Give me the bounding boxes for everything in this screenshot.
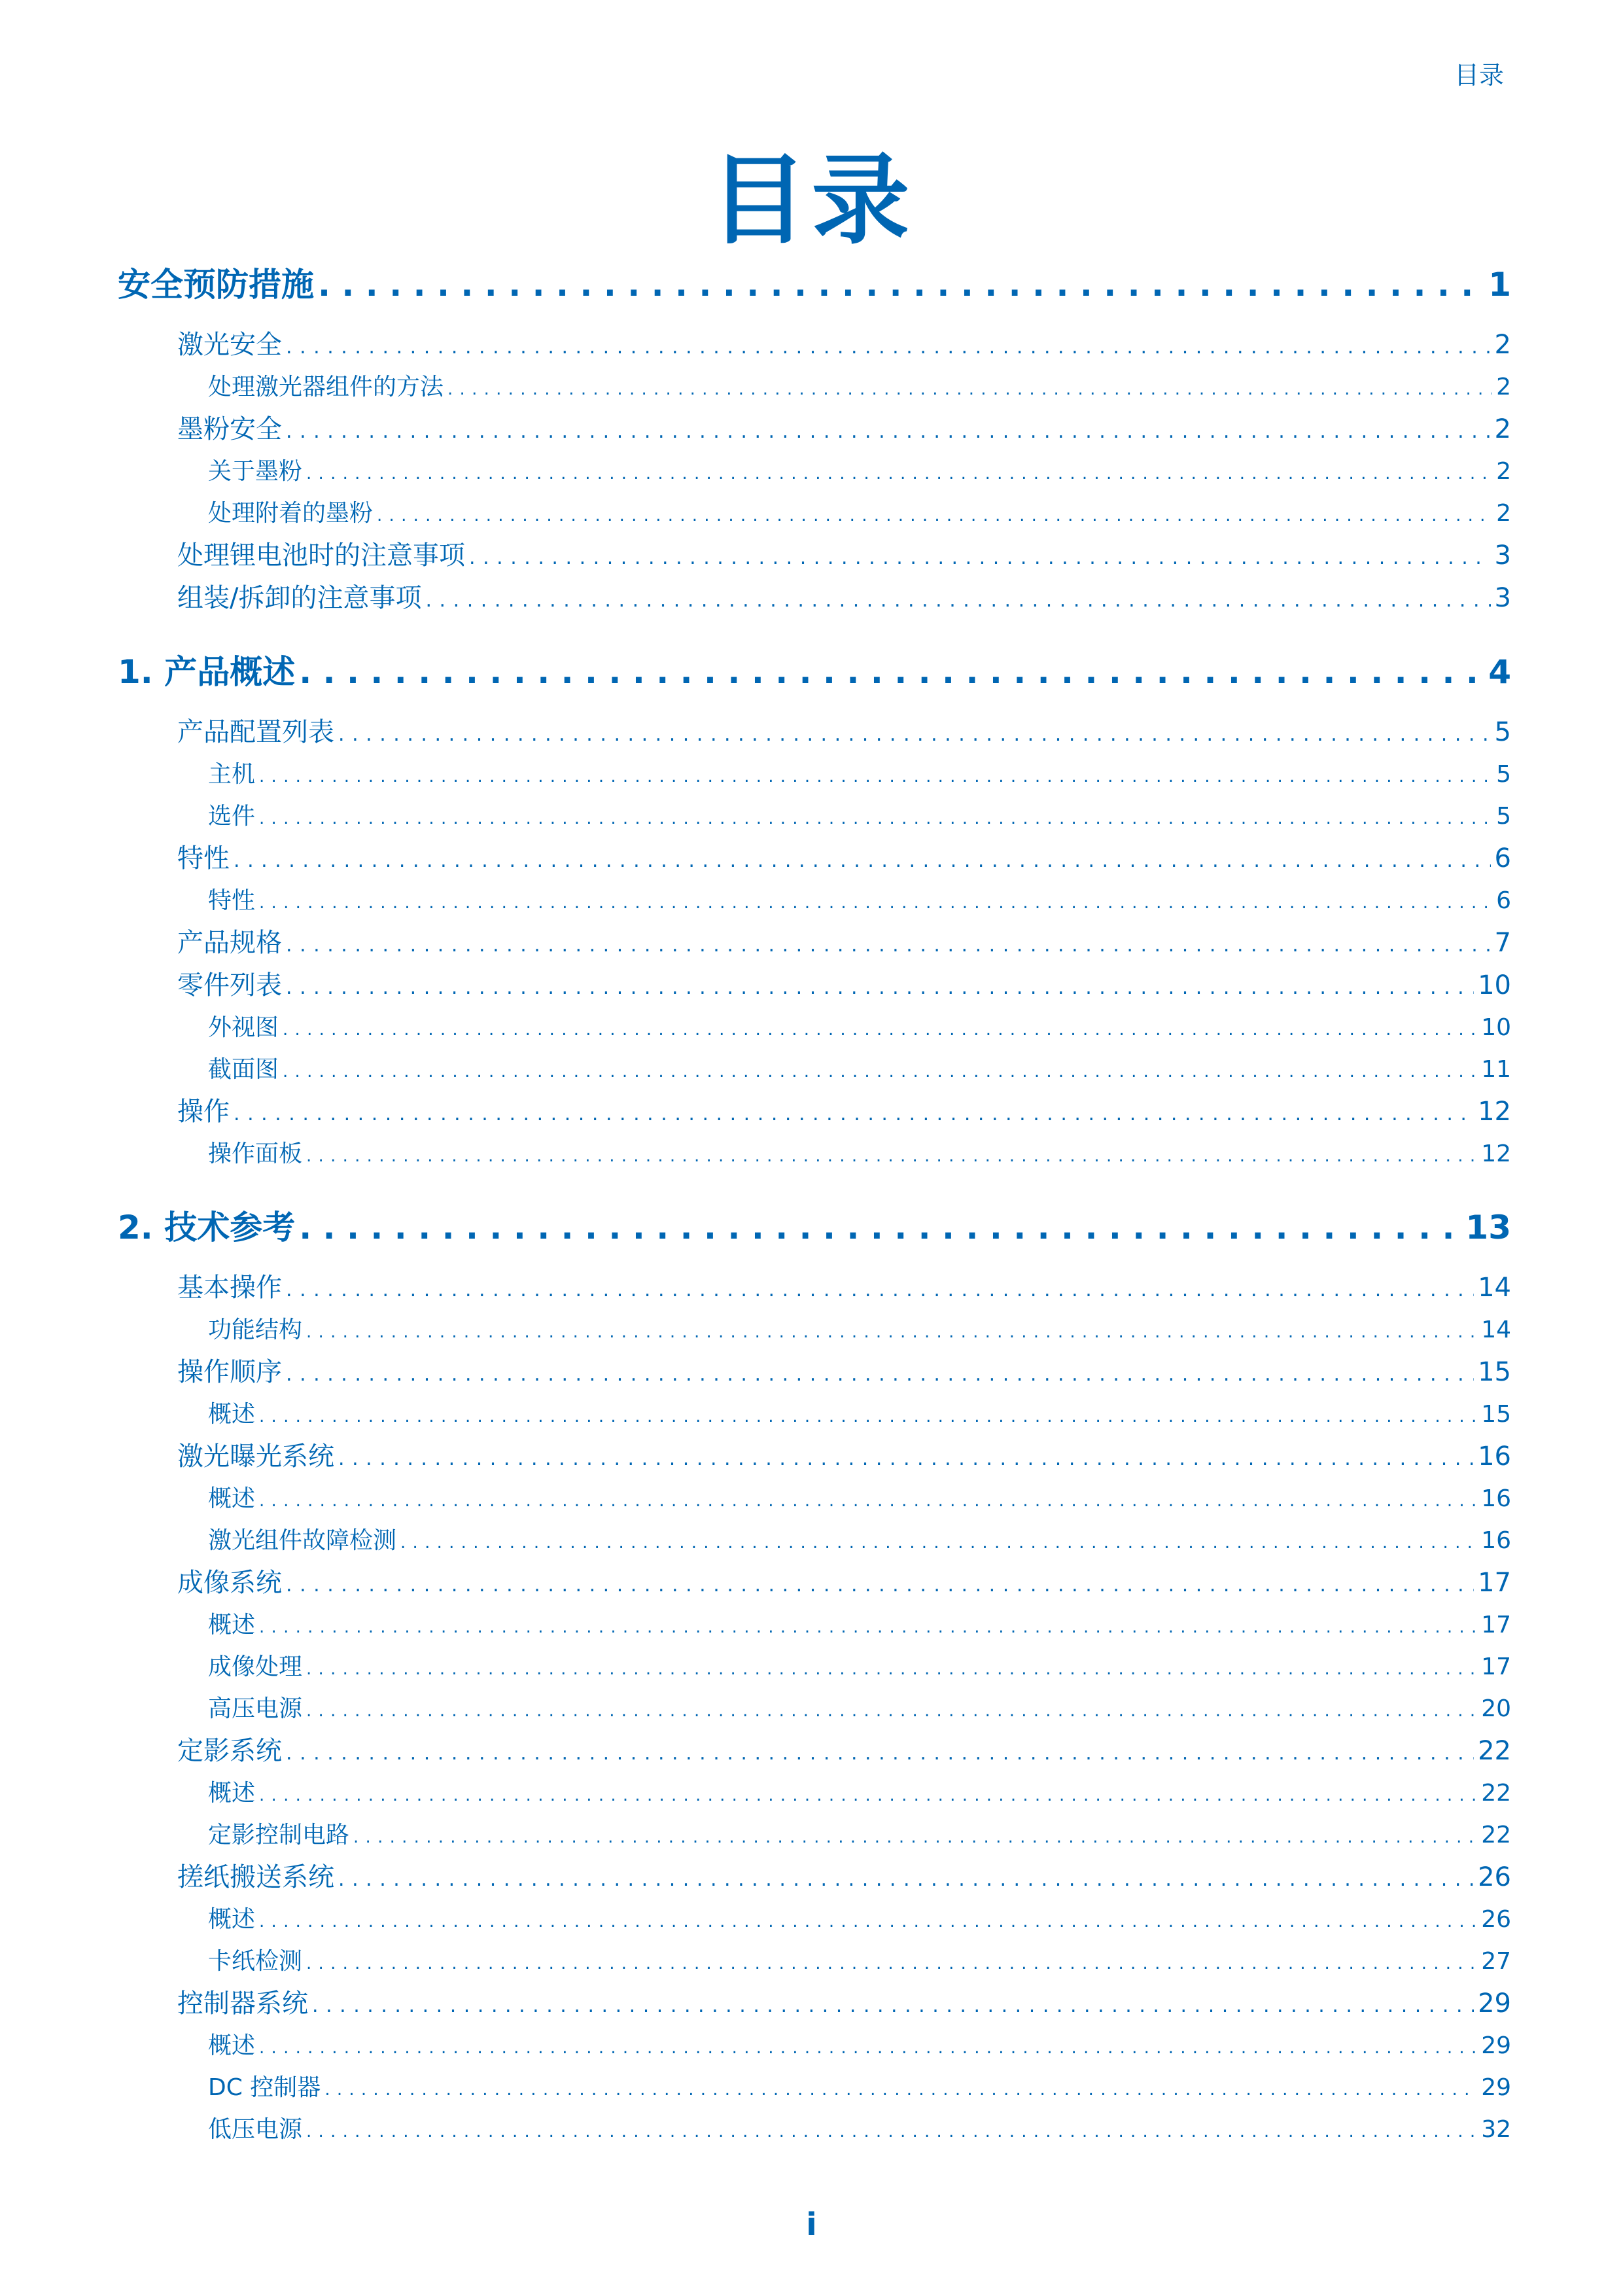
toc-entry-page: 2: [1496, 458, 1511, 485]
table-of-contents: [118, 258, 1511, 2151]
toc-entry-page: 10: [1478, 970, 1511, 1000]
toc-entry-page: 17: [1481, 1612, 1511, 1638]
dot-leader: [299, 1201, 1461, 1254]
dot-leader: [259, 1773, 1477, 1816]
toc-entry-page: 10: [1481, 1014, 1511, 1041]
dot-leader: [283, 1049, 1477, 1093]
toc-entry-page: 5: [1496, 803, 1511, 830]
dot-leader: [286, 1351, 1474, 1396]
toc-entry[interactable]: [118, 408, 1511, 451]
dot-leader: [259, 796, 1492, 839]
toc-entry-label: 成像处理: [208, 1653, 303, 1680]
toc-entry-page: 20: [1481, 1695, 1511, 1722]
toc-entry-label: 控制器系统: [177, 1988, 308, 2019]
dot-leader: [286, 324, 1491, 368]
dot-leader: [324, 2067, 1477, 2111]
toc-entry[interactable]: [118, 1604, 1511, 1646]
toc-entry-page: 12: [1478, 1097, 1511, 1127]
toc-entry-label: 1. 产品概述: [118, 653, 296, 691]
toc-entry-page: 13: [1465, 1209, 1511, 1246]
toc-entry-label: 处理锂电池时的注意事项: [177, 540, 465, 571]
toc-entry[interactable]: [118, 366, 1511, 408]
toc-entry[interactable]: [118, 258, 1511, 311]
toc-entry-label: 定影系统: [177, 1736, 282, 1766]
dot-leader: [318, 258, 1484, 311]
toc-entry-page: 27: [1481, 1948, 1511, 1975]
toc-entry[interactable]: [118, 1562, 1511, 1604]
toc-entry-label: 特性: [208, 887, 256, 914]
running-header: 目录: [1454, 61, 1504, 90]
toc-entry-label: 高压电源: [208, 1695, 303, 1722]
dot-leader: [306, 1309, 1477, 1353]
toc-entry[interactable]: [118, 922, 1511, 964]
toc-entry-page: 7: [1494, 928, 1511, 958]
toc-entry-page: 11: [1481, 1056, 1511, 1083]
toc-entry-label: 低压电源: [208, 2116, 303, 2143]
toc-entry[interactable]: [118, 1688, 1511, 1730]
dot-leader: [338, 711, 1491, 756]
toc-entry[interactable]: [118, 1007, 1511, 1049]
dot-leader: [259, 2025, 1477, 2069]
toc-entry-page: 16: [1481, 1527, 1511, 1554]
toc-entry-label: 特性: [177, 843, 230, 874]
toc-entry[interactable]: [118, 577, 1511, 620]
dot-leader: [353, 1814, 1477, 1858]
toc-entry-page: 14: [1478, 1273, 1511, 1303]
toc-entry-label: 主机: [208, 761, 256, 788]
toc-entry[interactable]: [118, 2067, 1511, 2109]
toc-entry[interactable]: [118, 2025, 1511, 2067]
toc-entry-label: 选件: [208, 803, 256, 830]
toc-entry-page: 22: [1481, 1780, 1511, 1807]
toc-entry-label: 2. 技术参考: [118, 1209, 296, 1246]
toc-entry-label: 产品配置列表: [177, 717, 334, 747]
toc-entry[interactable]: [118, 451, 1511, 493]
dot-leader: [400, 1520, 1477, 1564]
toc-entry-page: 22: [1481, 1822, 1511, 1848]
toc-entry-label: 卡纸检测: [208, 1948, 303, 1975]
toc-entry-page: 29: [1481, 2032, 1511, 2059]
dot-leader: [447, 366, 1492, 410]
toc-entry-label: 操作: [177, 1097, 230, 1127]
toc-entry-label: 操作面板: [208, 1140, 303, 1167]
toc-entry-page: 1: [1488, 266, 1511, 304]
toc-entry-label: 操作顺序: [177, 1357, 282, 1387]
toc-entry[interactable]: [118, 646, 1511, 698]
toc-entry[interactable]: [118, 1730, 1511, 1773]
dot-leader: [425, 577, 1490, 622]
toc-entry[interactable]: [118, 880, 1511, 922]
toc-entry[interactable]: [118, 1941, 1511, 1983]
toc-entry[interactable]: [118, 1983, 1511, 2025]
toc-entry-label: 激光曝光系统: [177, 1441, 334, 1472]
toc-entry[interactable]: [118, 1899, 1511, 1941]
toc-entry-label: 组装/拆卸的注意事项: [177, 583, 422, 613]
dot-leader: [259, 1394, 1477, 1438]
dot-leader: [259, 880, 1492, 924]
toc-entry-page: 17: [1481, 1653, 1511, 1680]
toc-entry-label: 安全预防措施: [118, 266, 314, 304]
toc-entry-page: 16: [1481, 1485, 1511, 1512]
toc-entry-label: 零件列表: [177, 970, 282, 1000]
toc-entry-page: 12: [1481, 1140, 1511, 1167]
toc-entry-label: DC 控制器: [208, 2074, 321, 2101]
toc-entry[interactable]: [118, 711, 1511, 754]
toc-entry[interactable]: [118, 324, 1511, 366]
toc-entry[interactable]: [118, 1133, 1511, 1175]
toc-entry[interactable]: [118, 1520, 1511, 1562]
dot-leader: [306, 1133, 1477, 1177]
dot-leader: [259, 1478, 1477, 1522]
toc-entry-page: 22: [1478, 1736, 1511, 1766]
toc-entry-page: 5: [1494, 717, 1511, 747]
dot-leader: [306, 1646, 1477, 1690]
dot-leader: [306, 1941, 1477, 1985]
dot-leader: [259, 754, 1492, 798]
toc-entry[interactable]: [118, 1436, 1511, 1478]
toc-entry-page: 2: [1494, 330, 1511, 360]
toc-entry-page: 26: [1481, 1906, 1511, 1933]
toc-entry-label: 概述: [208, 1780, 256, 1807]
dot-leader: [286, 1267, 1474, 1311]
toc-entry[interactable]: [118, 535, 1511, 577]
toc-entry-page: 14: [1481, 1316, 1511, 1343]
toc-entry[interactable]: [118, 1201, 1511, 1254]
toc-entry-label: 成像系统: [177, 1568, 282, 1598]
toc-entry[interactable]: [118, 1049, 1511, 1091]
dot-leader: [286, 1730, 1474, 1775]
dot-leader: [283, 1007, 1477, 1051]
toc-entry[interactable]: [118, 1478, 1511, 1520]
dot-leader: [306, 2109, 1477, 2153]
toc-entry[interactable]: [118, 1856, 1511, 1899]
toc-entry[interactable]: [118, 493, 1511, 535]
toc-entry-label: 概述: [208, 1401, 256, 1428]
dot-leader: [469, 535, 1491, 579]
toc-entry-page: 3: [1494, 540, 1511, 571]
toc-entry-page: 29: [1481, 2074, 1511, 2101]
toc-entry-label: 基本操作: [177, 1273, 282, 1303]
toc-entry-label: 关于墨粉: [208, 458, 303, 485]
toc-entry-page: 16: [1478, 1441, 1511, 1472]
toc-entry[interactable]: [118, 1267, 1511, 1309]
toc-entry-page: 29: [1478, 1988, 1511, 2019]
toc-entry-label: 搓纸搬送系统: [177, 1862, 334, 1892]
toc-entry[interactable]: [118, 1646, 1511, 1688]
dot-leader: [286, 964, 1474, 1009]
toc-entry-label: 激光组件故障检测: [208, 1527, 397, 1554]
toc-entry-label: 处理附着的墨粉: [208, 500, 374, 527]
toc-entry-label: 定影控制电路: [208, 1822, 350, 1848]
toc-entry[interactable]: [118, 1091, 1511, 1133]
dot-leader: [286, 922, 1491, 966]
toc-entry-label: 概述: [208, 1485, 256, 1512]
dot-leader: [259, 1899, 1477, 1943]
toc-entry[interactable]: [118, 754, 1511, 796]
toc-entry-page: 6: [1494, 843, 1511, 874]
page-number: i: [806, 2206, 817, 2243]
toc-entry-page: 3: [1494, 583, 1511, 613]
dot-leader: [338, 1856, 1474, 1901]
toc-entry[interactable]: [118, 1394, 1511, 1436]
dot-leader: [377, 493, 1492, 537]
toc-entry-label: 外视图: [208, 1014, 279, 1041]
toc-entry[interactable]: [118, 1773, 1511, 1814]
toc-entry[interactable]: [118, 1309, 1511, 1351]
toc-entry-label: 概述: [208, 1612, 256, 1638]
toc-entry-page: 17: [1478, 1568, 1511, 1598]
toc-entry-page: 2: [1494, 414, 1511, 444]
dot-leader: [286, 408, 1491, 453]
toc-entry[interactable]: [118, 1814, 1511, 1856]
toc-entry-page: 6: [1496, 887, 1511, 914]
dot-leader: [306, 451, 1492, 495]
page-title: 目录: [709, 144, 914, 258]
toc-entry-page: 2: [1496, 500, 1511, 527]
toc-entry-page: 32: [1481, 2116, 1511, 2143]
toc-entry-label: 产品规格: [177, 928, 282, 958]
toc-entry-page: 15: [1481, 1401, 1511, 1428]
dot-leader: [338, 1436, 1474, 1480]
dot-leader: [306, 1688, 1477, 1732]
toc-entry-label: 功能结构: [208, 1316, 303, 1343]
toc-entry-label: 概述: [208, 2032, 256, 2059]
toc-entry[interactable]: [118, 2109, 1511, 2151]
toc-entry-label: 概述: [208, 1906, 256, 1933]
toc-entry-page: 2: [1496, 374, 1511, 400]
toc-entry-label: 处理激光器组件的方法: [208, 374, 444, 400]
toc-entry[interactable]: [118, 964, 1511, 1007]
toc-entry-label: 激光安全: [177, 330, 282, 360]
dot-leader: [234, 838, 1491, 882]
dot-leader: [312, 1983, 1474, 2027]
toc-entry[interactable]: [118, 1351, 1511, 1394]
toc-entry-label: 墨粉安全: [177, 414, 282, 444]
dot-leader: [259, 1604, 1477, 1648]
toc-entry-page: 26: [1478, 1862, 1511, 1892]
toc-entry[interactable]: [118, 838, 1511, 880]
toc-entry[interactable]: [118, 796, 1511, 838]
toc-entry-page: 4: [1488, 653, 1511, 691]
toc-entry-label: 截面图: [208, 1056, 279, 1083]
toc-entry-page: 5: [1496, 761, 1511, 788]
dot-leader: [286, 1562, 1474, 1606]
dot-leader: [234, 1091, 1474, 1135]
dot-leader: [299, 646, 1484, 698]
toc-entry-page: 15: [1478, 1357, 1511, 1387]
